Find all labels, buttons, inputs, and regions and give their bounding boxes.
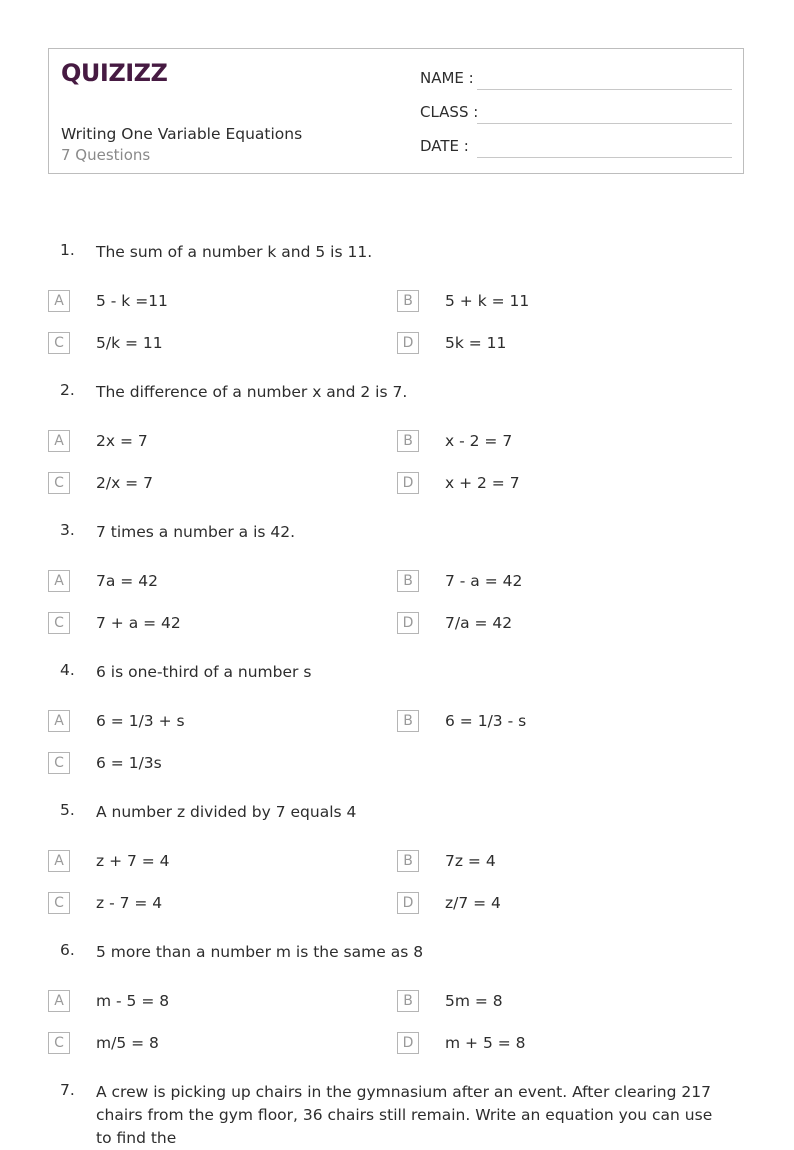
option-d-box[interactable]: D bbox=[397, 332, 419, 354]
option-d-text: 7/a = 42 bbox=[445, 614, 513, 632]
option-c-box[interactable]: C bbox=[48, 472, 70, 494]
date-label: DATE : bbox=[420, 137, 469, 155]
option-d-text: 5k = 11 bbox=[445, 334, 507, 352]
option-b-box[interactable]: B bbox=[397, 990, 419, 1012]
option-b-text: 7z = 4 bbox=[445, 852, 496, 870]
question-text: 5 more than a number m is the same as 8 bbox=[96, 943, 424, 961]
question-text: 7 times a number a is 42. bbox=[96, 523, 296, 541]
option-c-text: 7 + a = 42 bbox=[96, 614, 181, 632]
class-label: CLASS : bbox=[420, 103, 479, 121]
option-a-text: 5 - k =11 bbox=[96, 292, 168, 310]
option-a-text: 7a = 42 bbox=[96, 572, 158, 590]
option-b-box[interactable]: B bbox=[397, 570, 419, 592]
option-b-box[interactable]: B bbox=[397, 430, 419, 452]
option-a-text: 6 = 1/3 + s bbox=[96, 712, 185, 730]
question-number: 2. bbox=[60, 381, 75, 399]
option-a-text: z + 7 = 4 bbox=[96, 852, 170, 870]
worksheet-title: Writing One Variable Equations bbox=[61, 125, 303, 143]
question-number: 3. bbox=[60, 521, 75, 539]
option-a-box[interactable]: A bbox=[48, 990, 70, 1012]
option-c-text: 5/k = 11 bbox=[96, 334, 163, 352]
question-text: A number z divided by 7 equals 4 bbox=[96, 803, 357, 821]
option-a-box[interactable]: A bbox=[48, 290, 70, 312]
question-number: 4. bbox=[60, 661, 75, 679]
name-line[interactable] bbox=[477, 89, 732, 90]
option-a-box[interactable]: A bbox=[48, 850, 70, 872]
option-d-text: m + 5 = 8 bbox=[445, 1034, 526, 1052]
question-text: 6 is one-third of a number s bbox=[96, 663, 312, 681]
class-line[interactable] bbox=[477, 123, 732, 124]
option-a-text: 2x = 7 bbox=[96, 432, 148, 450]
option-a-text: m - 5 = 8 bbox=[96, 992, 170, 1010]
option-c-box[interactable]: C bbox=[48, 892, 70, 914]
option-b-box[interactable]: B bbox=[397, 850, 419, 872]
option-b-box[interactable]: B bbox=[397, 710, 419, 732]
quizizz-logo bbox=[61, 57, 168, 89]
option-b-text: 5 + k = 11 bbox=[445, 292, 530, 310]
option-c-box[interactable]: C bbox=[48, 752, 70, 774]
question-text: The difference of a number x and 2 is 7. bbox=[96, 383, 408, 401]
svg-text:QUIZIZZ: QUIZIZZ bbox=[61, 59, 168, 87]
option-d-text: x + 2 = 7 bbox=[445, 474, 520, 492]
option-d-box[interactable]: D bbox=[397, 1032, 419, 1054]
option-b-box[interactable]: B bbox=[397, 290, 419, 312]
worksheet-header bbox=[48, 48, 744, 174]
option-c-box[interactable]: C bbox=[48, 1032, 70, 1054]
question-count: 7 Questions bbox=[61, 146, 151, 164]
name-label: NAME : bbox=[420, 69, 474, 87]
option-c-box[interactable]: C bbox=[48, 612, 70, 634]
option-a-box[interactable]: A bbox=[48, 430, 70, 452]
option-d-box[interactable]: D bbox=[397, 472, 419, 494]
option-c-text: z - 7 = 4 bbox=[96, 894, 163, 912]
option-b-text: 6 = 1/3 - s bbox=[445, 712, 527, 730]
option-b-text: 7 - a = 42 bbox=[445, 572, 523, 590]
option-d-box[interactable]: D bbox=[397, 612, 419, 634]
option-d-box[interactable]: D bbox=[397, 892, 419, 914]
question-text: A crew is picking up chairs in the gymnasium after an event. After clearing 217 chairs from the gym floor, 36 chairs still remain. Write an equation you can use to find the bbox=[96, 1083, 713, 1147]
option-c-box[interactable]: C bbox=[48, 332, 70, 354]
option-c-text: 2/x = 7 bbox=[96, 474, 153, 492]
question-number: 6. bbox=[60, 941, 75, 959]
date-line[interactable] bbox=[477, 157, 732, 158]
option-b-text: 5m = 8 bbox=[445, 992, 503, 1010]
question-number: 7. bbox=[60, 1081, 75, 1099]
option-c-text: m/5 = 8 bbox=[96, 1034, 159, 1052]
option-a-box[interactable]: A bbox=[48, 570, 70, 592]
option-b-text: x - 2 = 7 bbox=[445, 432, 513, 450]
question-number: 1. bbox=[60, 241, 75, 259]
option-c-text: 6 = 1/3s bbox=[96, 754, 162, 772]
option-d-text: z/7 = 4 bbox=[445, 894, 501, 912]
question-number: 5. bbox=[60, 801, 75, 819]
option-a-box[interactable]: A bbox=[48, 710, 70, 732]
question-text: The sum of a number k and 5 is 11. bbox=[96, 243, 373, 261]
